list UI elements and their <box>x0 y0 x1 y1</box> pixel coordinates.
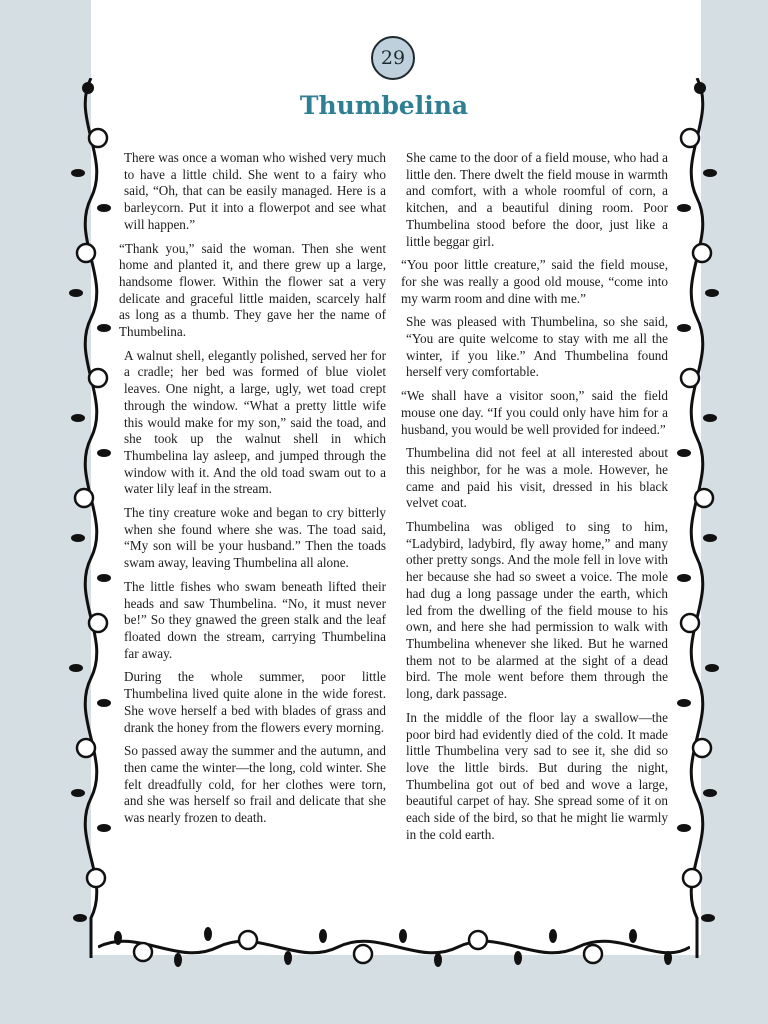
paragraph: In the middle of the floor lay a swallow—the poor bird had evidently died of the cold. It made little Thumbelina very sad to see it, she did so love the little birds. But during the night, Thumbelina got out of bed and wove a large, beautiful carpet of hay. She spread some of it on each side of the bird, so that he might lie warmly in the cold earth. <box>406 709 668 842</box>
page-number-badge <box>371 36 415 80</box>
page-number: 29 <box>380 47 406 69</box>
paragraph: During the whole summer, poor little Thumbelina lived quite alone in the wide forest. She wove herself a bed with blades of grass and drank the honey from the flowers every morning. <box>124 669 386 735</box>
paragraph: She came to the door of a field mouse, who had a little den. There dwelt the field mouse in warmth and comfort, with a whole roomful of corn, a kitchen, and a beautiful dining room. Poor Thumbelina stood before the door, just like a little beggar girl. <box>406 150 668 249</box>
page-title: Thumbelina <box>299 91 469 120</box>
paragraph: A walnut shell, elegantly polished, served her for a cradle; her bed was formed of blue violet leaves. One night, a large, ugly, wet toad crept through the window. “What a pretty little wife this would make for my son,” said the toad, and she took up the walnut shell in which Thumbelina lay asleep, and jumped through the window with it. And the old toad swam out to a water lily leaf in the stream. <box>124 347 386 497</box>
left-text-column <box>119 150 386 834</box>
paragraph: Thumbelina was obliged to sing to him, “Ladybird, ladybird, fly away home,” and many other pretty songs. And the mole fell in love with her because she had so sweet a voice. The mole had dug a long passage under the earth, which led from the dwelling of the field mouse to his own, and here she had permission to walk with Thumbelina whenever she liked. But he warned them not to be alarmed at the sight of a dead bird. The mole went before them through the long, dark passage. <box>406 519 668 702</box>
paragraph: “You poor little creature,” said the field mouse, for she was really a good old mouse, “come into my warm room and dine with me.” <box>401 257 668 306</box>
paragraph: “Thank you,” said the woman. Then she went home and planted it, and there grew up a large, handsome flower. Within the flower sat a very delicate and graceful little maiden, scarcely half as long as a thumb. They gave her the name of Thumbelina. <box>119 240 386 340</box>
paragraph: The tiny creature woke and began to cry bitterly when she found where she was. The toad said, “My son will be your husband.” Then the toads swam away, leaving Thumbelina all alone. <box>124 505 386 571</box>
right-floral-vine <box>672 78 722 958</box>
paragraph: There was once a woman who wished very much to have a little child. She went to a fairy who said, “Oh, that can be easily managed. Here is a barleycorn. Put it into a flowerpot and see what will happen.” <box>124 150 386 232</box>
paragraph: Thumbelina did not feel at all interested about this neighbor, for he was a mole. However, he came and paid his visit, dressed in his black velvet coat. <box>406 445 668 511</box>
paragraph: So passed away the summer and the autumn, and then came the winter—the long, cold winter. She felt dreadfully cold, for her clothes were torn, and she was herself so frail and delicate that she was nearly frozen to death. <box>124 743 386 826</box>
left-floral-vine <box>66 78 116 958</box>
right-text-column <box>401 150 668 850</box>
paragraph: “We shall have a visitor soon,” said the field mouse one day. “If you could only have him for a husband, you would be well provided for indeed.” <box>401 388 668 437</box>
paragraph: She was pleased with Thumbelina, so she said, “You are quite welcome to stay with me all the winter, if you like.” And Thumbelina found herself very comfortable. <box>406 314 668 380</box>
bottom-floral-vine <box>98 922 690 972</box>
paragraph: The little fishes who swam beneath lifted their heads and saw Thumbelina. “No, it must never be!” So they gnawed the green stalk and the leaf floated down the stream, carrying Thumbelina far away. <box>124 578 386 661</box>
